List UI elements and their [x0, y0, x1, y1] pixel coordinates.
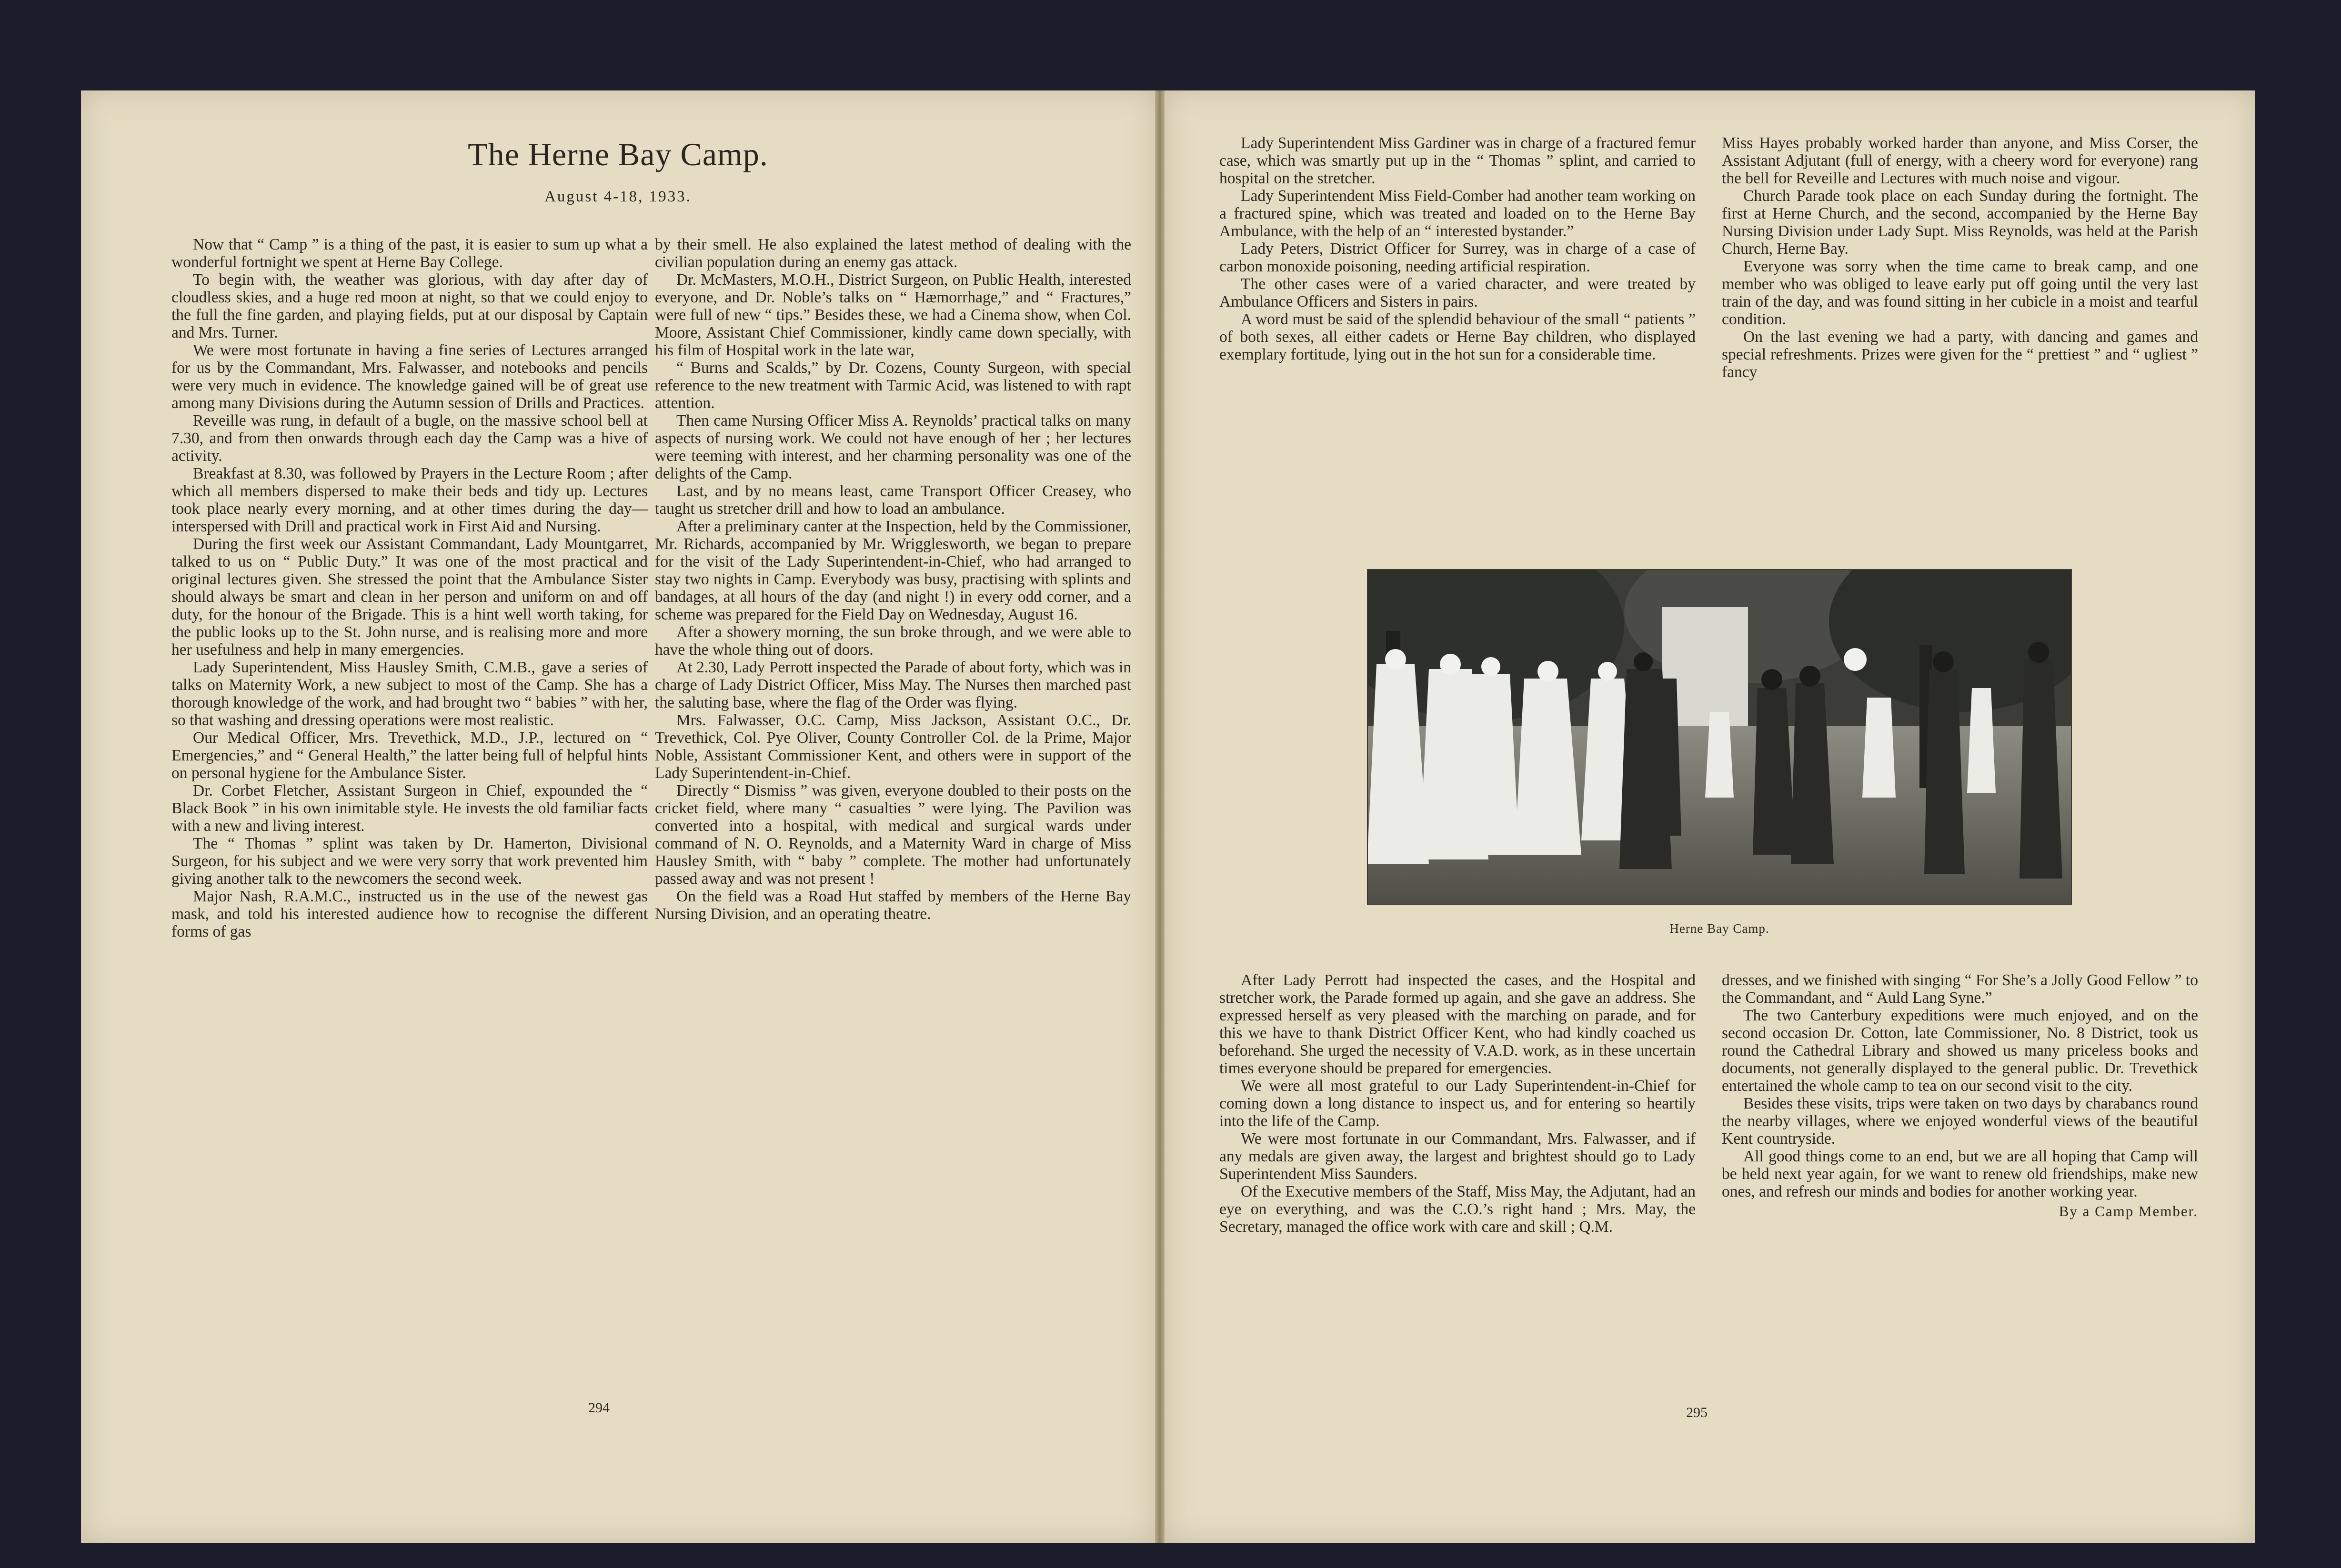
column-4: [1722, 134, 2198, 381]
page-number: 294: [588, 1400, 610, 1416]
paragraph: Lady Superintendent, Miss Hausley Smith, C.M.B., gave a series of talks on Maternity Work, a new subject to most of the Camp. She has a thorough knowledge of the work, and had brought two “ babies ” with her, so that washing and dressing operations were most realistic.: [171, 659, 648, 729]
paragraph: Miss Hayes probably worked harder than anyone, and Miss Corser, the Assistant Adjutant (full of energy, with a cheery word for everyone) rang the bell for Reveille and Lectures with much noise and vigour.: [1722, 134, 2198, 187]
paragraph: Mrs. Falwasser, O.C. Camp, Miss Jackson, Assistant O.C., Dr. Trevethick, Col. Pye Oliver, County Controller Col. de la Prime, Major Noble, Assistant Commissioner Kent, and others were in support of the Lady Superintendent-in-Chief.: [655, 711, 1131, 782]
paragraph: A word must be said of the splendid behaviour of the small “ patients ” of both sexes, all either cadets or Herne Bay children, who displayed exemplary fortitude, lying out in the hot sun for a considerable time.: [1219, 310, 1696, 363]
paragraph: We were most fortunate in having a fine series of Lectures arranged for us by the Commandant, Mrs. Falwasser, and notebooks and pencils were very much in evidence. The knowledge gained will be of great use among many Divisions during the Autumn session of Drills and Practices.: [171, 341, 648, 412]
paragraph: After a showery morning, the sun broke through, and we were able to have the whole thing out of doors.: [655, 623, 1131, 659]
paragraph: To begin with, the weather was glorious, with day after day of cloudless skies, and a huge red moon at night, so that we could enjoy to the full the fine garden, and playing fields, put at our disposal by Captain and Mrs. Turner.: [171, 271, 648, 341]
column-3: [1219, 134, 1696, 363]
paragraph: We were most fortunate in our Commandant, Mrs. Falwasser, and if any medals are given away, the largest and brightest should go to Lady Superintendent Miss Saunders.: [1219, 1130, 1696, 1183]
column-5: [1219, 971, 1696, 1236]
paragraph: Now that “ Camp ” is a thing of the past, it is easier to sum up what a wonderful fortnight we spent at Herne Bay College.: [171, 236, 648, 271]
paragraph: Everyone was sorry when the time came to break camp, and one member who was obliged to leave early put off going until the very last train of the day, and was found sitting in her cubicle in a moist and tearful condition.: [1722, 258, 2198, 328]
page-number: 295: [1686, 1405, 1708, 1420]
camp-photograph: [1367, 569, 2072, 905]
paragraph: Reveille was rung, in default of a bugle, on the massive school bell at 7.30, and from then onwards through each day the Camp was a hive of activity.: [171, 412, 648, 465]
paragraph: Of the Executive members of the Staff, Miss May, the Adjutant, had an eye on everything, and was the C.O.’s right hand ; Mrs. May, the Secretary, managed the office work with care and skill ; Q.M.: [1219, 1183, 1696, 1236]
paragraph: The other cases were of a varied character, and were treated by Ambulance Officers and Sisters in pairs.: [1219, 275, 1696, 310]
spine-gutter: [1155, 90, 1165, 1543]
paragraph: Dr. Corbet Fletcher, Assistant Surgeon in Chief, expounded the “ Black Book ” in his own inimitable style. He invests the old familiar facts with a new and living interest.: [171, 782, 648, 835]
photo-caption: Herne Bay Camp.: [1669, 921, 1769, 936]
article-title: The Herne Bay Camp.: [468, 136, 768, 172]
paragraph: Lady Superintendent Miss Gardiner was in charge of a fractured femur case, which was smartly put up in the “ Thomas ” splint, and carried to hospital on the stretcher.: [1219, 134, 1696, 187]
column-1: [171, 236, 648, 940]
paragraph: After Lady Perrott had inspected the cases, and the Hospital and stretcher work, the Parade formed up again, and she gave an address. She expressed herself as very pleased with the marching on parade, and for this we have to thank District Officer Kent, who had kindly coached us beforehand. She urged the necessity of V.A.D. work, as in these uncertain times everyone should be prepared for emergencies.: [1219, 971, 1696, 1077]
left-page: [81, 90, 1155, 1543]
paragraph: During the first week our Assistant Commandant, Lady Mountgarret, talked to us on “ Public Duty.” It was one of the most practical and original lectures given. She stressed the point that the Ambulance Sister should always be smart and clean in her person and uniform on and off duty, for the honour of the Brigade. This is a hint well worth taking, for the public looks up to the St. John nurse, and is realising more and more her usefulness and help in many emergencies.: [171, 535, 648, 659]
column-2: [655, 236, 1131, 923]
paragraph: dresses, and we finished with singing “ For She’s a Jolly Good Fellow ” to the Commandant, and “ Auld Lang Syne.”: [1722, 971, 2198, 1007]
paragraph: Breakfast at 8.30, was followed by Prayers in the Lecture Room ; after which all members dispersed to make their beds and tidy up. Lectures took place nearly every morning, and at other times during the day—interspersed with Drill and practical work in First Aid and Nursing.: [171, 465, 648, 535]
paragraph: We were all most grateful to our Lady Superintendent-in-Chief for coming down a long distance to inspect us, and for entering so heartily into the life of the Camp.: [1219, 1077, 1696, 1130]
paragraph: After a preliminary canter at the Inspection, held by the Commissioner, Mr. Richards, accompanied by Mr. Wrigglesworth, we began to prepare for the visit of the Lady Superintendent-in-Chief, who had arranged to stay two nights in Camp. Everybody was busy, practising with splints and bandages, at all hours of the day (and night !) in every odd corner, and a scheme was prepared for the Field Day on Wednesday, August 16.: [655, 518, 1131, 623]
paragraph: On the field was a Road Hut staffed by members of the Herne Bay Nursing Division, and an operating theatre.: [655, 888, 1131, 923]
paragraph: Church Parade took place on each Sunday during the fortnight. The first at Herne Church, and the second, accompanied by the Herne Bay Nursing Division under Lady Supt. Miss Reynolds, was held at the Parish Church, Herne Bay.: [1722, 187, 2198, 258]
photograph-image: [1367, 569, 2072, 905]
paragraph: Major Nash, R.A.M.C., instructed us in the use of the newest gas mask, and told his interested audience how to recognise the different forms of gas: [171, 888, 648, 940]
paragraph: Lady Peters, District Officer for Surrey, was in charge of a case of carbon monoxide poisoning, needing artificial respiration.: [1219, 240, 1696, 275]
paragraph: “ Burns and Scalds,” by Dr. Cozens, County Surgeon, with special reference to the new treatment with Tarmic Acid, was listened to with rapt attention.: [655, 359, 1131, 412]
paragraph: At 2.30, Lady Perrott inspected the Parade of about forty, which was in charge of Lady District Officer, Miss May. The Nurses then marched past the saluting base, where the flag of the Order was flying.: [655, 659, 1131, 711]
column-6: [1722, 971, 2198, 1220]
paragraph: Last, and by no means least, came Transport Officer Creasey, who taught us stretcher drill and how to load an ambulance.: [655, 482, 1131, 518]
paragraph: All good things come to an end, but we are all hoping that Camp will be held next year again, for we want to renew old friendships, make new ones, and refresh our minds and bodies for another working year.: [1722, 1148, 2198, 1200]
paragraph: Dr. McMasters, M.O.H., District Surgeon, on Public Health, interested everyone, and Dr. Noble’s talks on “ Hæmorrhage,” and “ Fractures,” were full of new “ tips.” Besides these, we had a Cinema show, when Col. Moore, Assistant Chief Commissioner, kindly came down specially, with his film of Hospital work in the late war,: [655, 271, 1131, 359]
paragraph: by their smell. He also explained the latest method of dealing with the civilian population during an enemy gas attack.: [655, 236, 1131, 271]
paragraph: Besides these visits, trips were taken on two days by charabancs round the nearby villages, where we enjoyed wonderful views of the beautiful Kent countryside.: [1722, 1095, 2198, 1148]
paragraph: The “ Thomas ” splint was taken by Dr. Hamerton, Divisional Surgeon, for his subject and we were very sorry that work prevented him giving another talk to the newcomers the second week.: [171, 835, 648, 888]
paragraph: On the last evening we had a party, with dancing and games and special refreshments. Prizes were given for the “ prettiest ” and “ ugliest ” fancy: [1722, 328, 2198, 381]
signature: By a Camp Member.: [2059, 1203, 2198, 1219]
article-date: August 4-18, 1933.: [544, 188, 692, 205]
paragraph: Our Medical Officer, Mrs. Trevethick, M.D., J.P., lectured on “ Emergencies,” and “ General Health,” the latter being full of helpful hints on personal hygiene for the Ambulance Sister.: [171, 729, 648, 782]
paragraph: Lady Superintendent Miss Field-Comber had another team working on a fractured spine, which was treated and loaded on to the Herne Bay Ambulance, with the help of an “ interested bystander.”: [1219, 187, 1696, 240]
paragraph: The two Canterbury expeditions were much enjoyed, and on the second occasion Dr. Cotton, late Commissioner, No. 8 District, took us round the Cathedral Library and showed us many priceless books and documents, not generally displayed to the general public. Dr. Trevethick entertained the whole camp to tea on our second visit to the city.: [1722, 1007, 2198, 1095]
paragraph: Directly “ Dismiss ” was given, everyone doubled to their posts on the cricket field, where many “ casualties ” were lying. The Pavilion was converted into a hospital, with medical and surgical wards under command of N. O. Reynolds, and a Maternity Ward in charge of Miss Hausley Smith, with “ baby ” complete. The mother had unfortunately passed away and was not present !: [655, 782, 1131, 888]
paragraph: Then came Nursing Officer Miss A. Reynolds’ practical talks on many aspects of nursing work. We could not have enough of her ; her lectures were teeming with interest, and her charming personality was one of the delights of the Camp.: [655, 412, 1131, 482]
